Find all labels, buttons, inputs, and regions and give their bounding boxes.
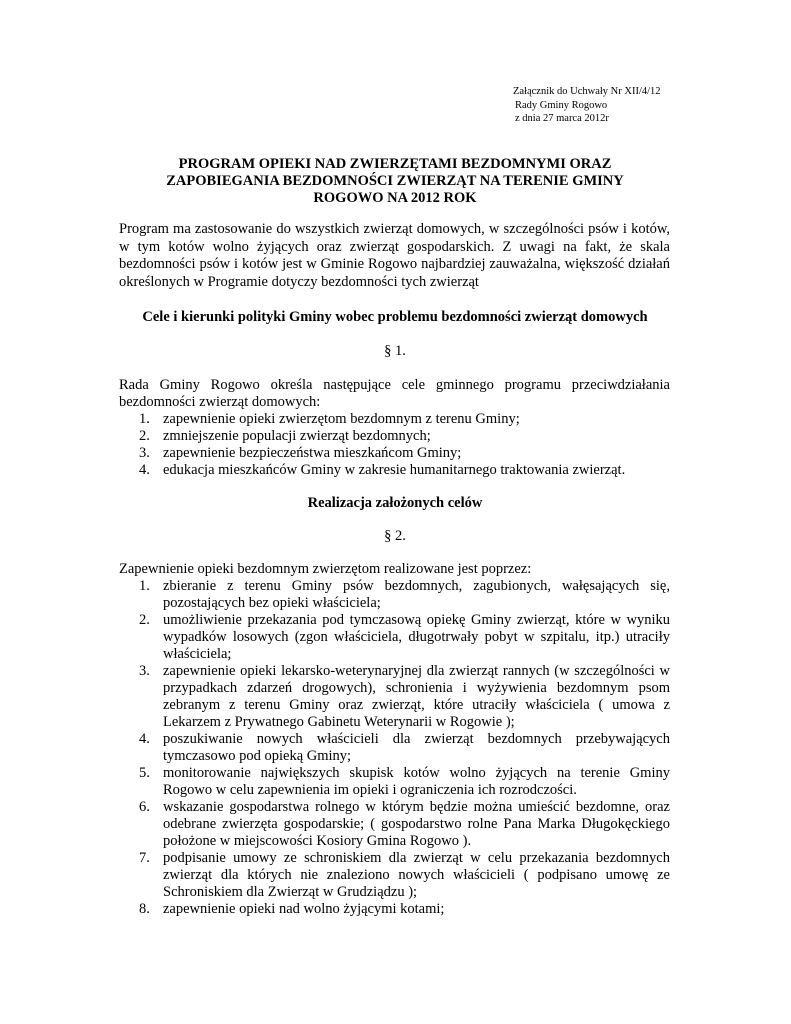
- list-number: 6.: [139, 799, 150, 815]
- title-line: ROGOWO NA 2012 ROK: [313, 190, 477, 206]
- list-text: umożliwienie przekazania pod tymczasową opiekę Gminy zwierząt, które w wyniku wypadków losowych (zgon właściciela, długotrwały pobyt w szpitalu, itp.) utraciły właściciela;: [163, 612, 670, 662]
- list-number: 7.: [139, 850, 150, 866]
- section-heading-goals: Cele i kierunki polityki Gminy wobec problemu bezdomności zwierząt domowych: [142, 309, 648, 325]
- attachment-note-line: Rady Gminy Rogowo: [515, 99, 608, 111]
- list-text: edukacja mieszkańców Gminy w zakresie humanitarnego traktowania zwierząt.: [163, 462, 626, 478]
- attachment-note: [513, 85, 661, 126]
- list-item: [119, 799, 670, 850]
- title-line: ZAPOBIEGANIA BEZDOMNOŚCI ZWIERZĄT NA TERENIE GMINY: [166, 173, 624, 189]
- list-item: [119, 445, 670, 462]
- attachment-note-line: z dnia 27 marca 2012r: [515, 113, 609, 124]
- list-number: 3.: [139, 445, 150, 461]
- list-item: [119, 663, 670, 731]
- list-item: [119, 411, 670, 428]
- list-number: 4.: [139, 462, 150, 478]
- implementation-list: [119, 578, 670, 918]
- paragraph-mark-1: § 1.: [384, 343, 406, 359]
- list-item: [119, 612, 670, 663]
- list-number: 3.: [139, 663, 150, 679]
- list-number: 2.: [139, 612, 150, 628]
- list-text: poszukiwanie nowych właścicieli dla zwierząt bezdomnych przebywających tymczasowo pod opieką Gminy;: [163, 731, 670, 764]
- section2-lead: Zapewnienie opieki bezdomnym zwierzętom realizowane jest poprzez:: [119, 561, 532, 577]
- section-heading-implementation: Realizacja założonych celów: [307, 495, 483, 511]
- document-title: [120, 156, 670, 207]
- paragraph-mark-2: § 2.: [384, 528, 406, 544]
- list-number: 2.: [139, 428, 150, 444]
- list-text: zbieranie z terenu Gminy psów bezdomnych, zagubionych, wałęsających się, pozostających bez opieki właściciela;: [163, 578, 670, 611]
- list-item: [119, 765, 670, 799]
- list-text: zmniejszenie populacji zwierząt bezdomnych;: [163, 428, 431, 444]
- list-text: zapewnienie opieki lekarsko-weterynaryjnej dla zwierząt rannych (w szczególności w przypadkach zdarzeń drogowych), schronienia i wyżywienia bezdomnym psom zebranym z terenu Gminy oraz zwierząt, które utraciły właściciela ( umowa z Lekarzem z Prywatnego Gabinetu Weterynarii w Rogowie );: [163, 663, 670, 730]
- list-item: [119, 462, 670, 479]
- list-item: [119, 428, 670, 445]
- list-number: 8.: [139, 901, 150, 917]
- list-text: zapewnienie bezpieczeństwa mieszkańcom Gminy;: [163, 445, 462, 461]
- section1-lead: Rada Gminy Rogowo określa następujące cele gminnego programu przeciwdziałania bezdomności zwierząt domowych:: [119, 377, 670, 410]
- attachment-note-line: Załącznik do Uchwały Nr XII/4/12: [513, 86, 661, 97]
- list-text: monitorowanie największych skupisk kotów wolno żyjących na terenie Gminy Rogowo w celu zapewnienia im opieki i ograniczenia ich rozrodczości.: [163, 765, 670, 798]
- list-text: zapewnienie opieki zwierzętom bezdomnym z terenu Gminy;: [163, 411, 520, 427]
- list-number: 5.: [139, 765, 150, 781]
- list-number: 4.: [139, 731, 150, 747]
- list-item: [119, 901, 670, 918]
- list-item: [119, 850, 670, 901]
- list-text: wskazanie gospodarstwa rolnego w którym będzie można umieścić bezdomne, oraz odebrane zwierzęta gospodarskie; ( gospodarstwo rolne Pana Marka Długokęckiego położone w miejscowości Kosiory Gmina Rogowo ).: [163, 799, 670, 849]
- list-text: zapewnienie opieki nad wolno żyjącymi kotami;: [163, 901, 445, 917]
- intro-paragraph: Program ma zastosowanie do wszystkich zwierząt domowych, w szczególności psów i kotów, w tym kotów wolno żyjących oraz zwierząt gospodarskich. Z uwagi na fakt, że skala bezdomności psów i kotów jest w Gminie Rogowo najbardziej zauważalna, większość działań określonych w Programie dotyczy bezdomności tych zwierząt: [119, 221, 670, 290]
- list-item: [119, 731, 670, 765]
- list-number: 1.: [139, 578, 150, 594]
- goals-list: [119, 411, 670, 479]
- list-text: podpisanie umowy ze schroniskiem dla zwierząt w celu przekazania bezdomnych zwierząt dla których nie znaleziono nowych właścicieli ( podpisano umowę ze Schroniskiem dla Zwierząt w Grudziądzu );: [163, 850, 670, 900]
- list-number: 1.: [139, 411, 150, 427]
- list-item: [119, 578, 670, 612]
- title-line: PROGRAM OPIEKI NAD ZWIERZĘTAMI BEZDOMNYMI ORAZ: [178, 156, 612, 172]
